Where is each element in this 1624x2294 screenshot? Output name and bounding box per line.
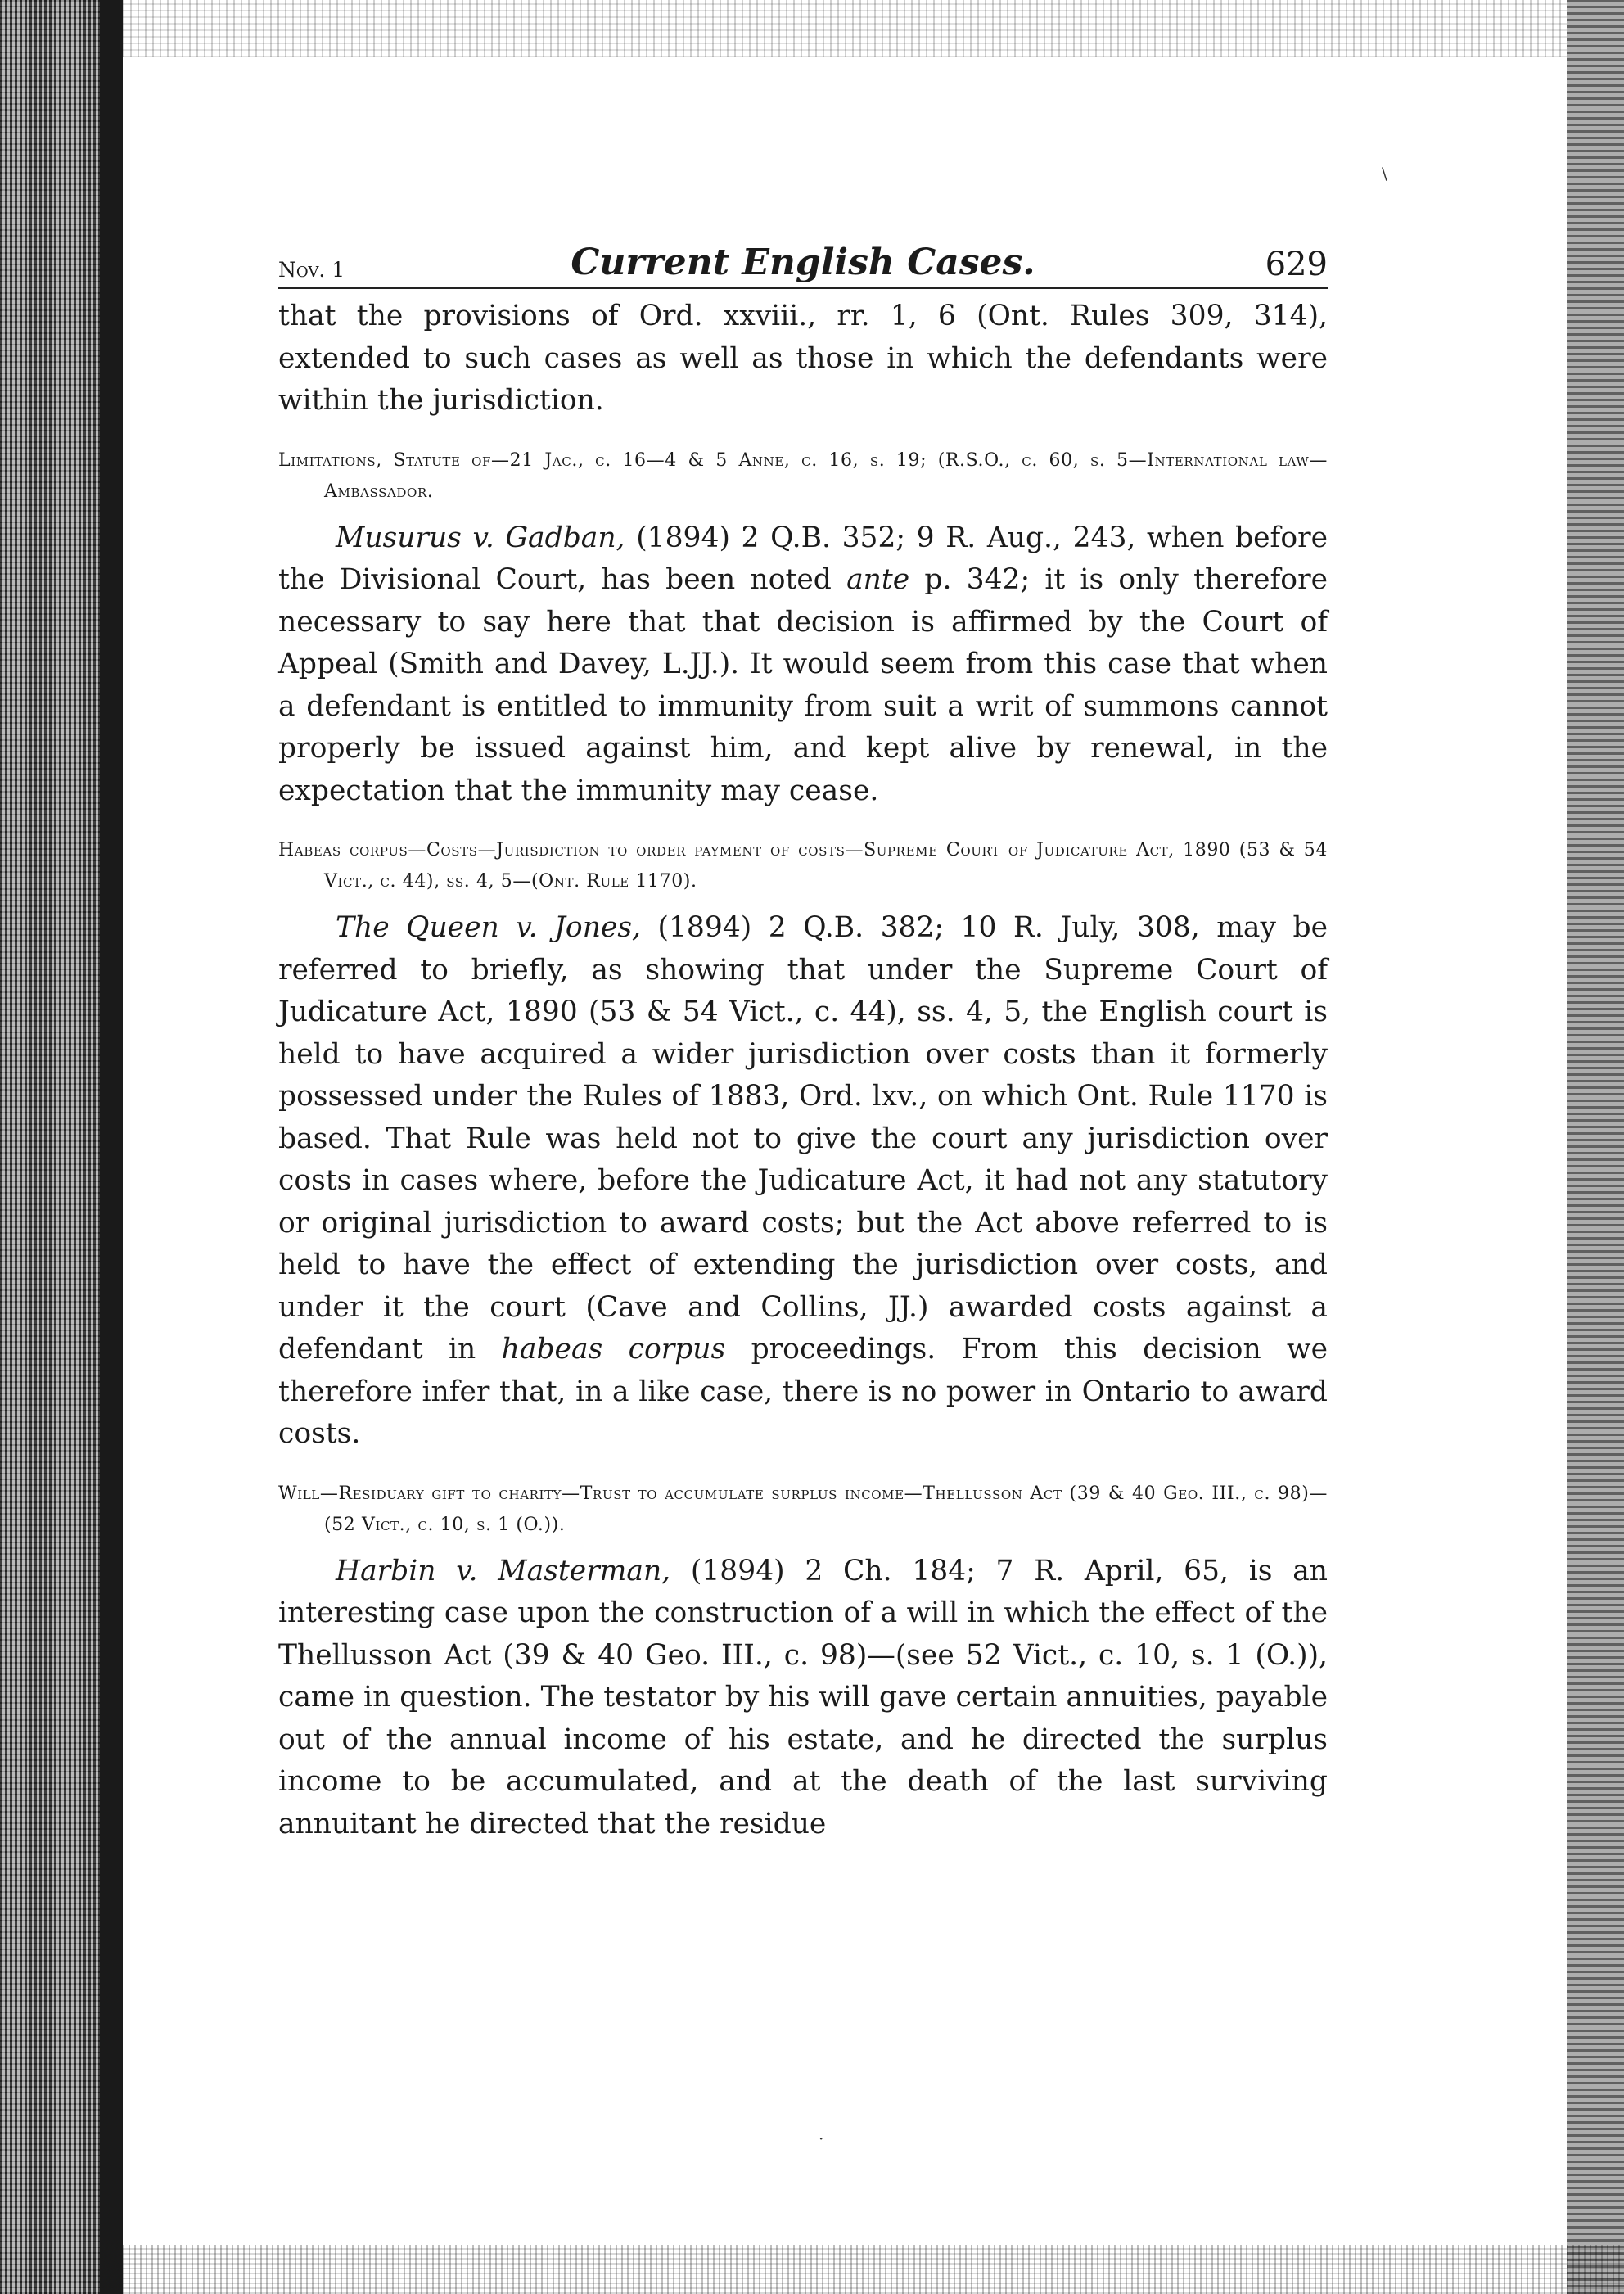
case-name: Musurus v. Gadban, [336,521,625,554]
scan-speck: \ [1382,164,1387,183]
paragraph-text: (1894) 2 Ch. 184; 7 R. April, 65, is an interesting case upon the construction of a will in which the effect of the Thellusson Act (39 & 40 Geo. III., c. 98)—(see 52 Vict., c. 10, s. 1 (O.)), came in question. The testator by his will gave certain annuities, payable out of the annual income of his estate, and he directed the surplus income to be accumulated, and at the death of the last surviving annuitant he directed that the residue [278,1554,1329,1840]
running-head [278,231,1328,289]
section-headnote-limitations: Limitations, Statute of—21 Jac., c. 16—4 & 5 Anne, c. 16, s. 19; (R.S.O., c. 60, s. 5—International law—Ambassador. [278,449,1328,502]
opening-paragraph: that the provisions of Ord. xxviii., rr. 1, 6 (Ont. Rules 309, 314), extended to such cases as well as those in which the defendants were within the jurisdiction. [278,300,1328,417]
scan-edge-bottom [123,2245,1624,2294]
paragraph-text: (1894) 2 Q.B. 382; 10 R. July, 308, may be referred to briefly, as showing that under the Supreme Court of Judicature Act, 1890 (53 & 54 Vict., c. 44), ss. 4, 5, the English court is held to have acquired a wider jurisdiction over costs than it formerly possessed under the Rules of 1883, Ord. lxv., on which Ont. Rule 1170 is based. That Rule was held not to give the court any jurisdiction over costs in cases where, before the Judicature Act, it had not any statutory or original jurisdiction to award costs; but the Act above referred to is held to have the effect of extending the jurisdiction over costs, and under it the court (Cave and Collins, JJ.) awarded costs against a defendant in [278,911,1328,1366]
paragraph-text: (1894) 2 Q.B. 352; 9 R. Aug., 243, when before the Divisional Court, has been noted [278,521,1329,596]
scan-speck: · [819,2129,824,2148]
section-headnote-habeas-corpus: Habeas corpus—Costs—Jurisdiction to order payment of costs—Supreme Court of Judicature Act, 1890 (53 & 54 Vict., c. 44), ss. 4, 5—(Ont. Rule 1170). [278,840,1328,892]
running-head-title: Current English Cases. [571,242,1035,283]
scan-edge-top [123,0,1624,57]
scan-edge-right [1567,0,1624,2294]
case-name: Harbin v. Masterman, [336,1554,671,1587]
document-page [278,231,1328,1845]
case-name: The Queen v. Jones, [336,911,642,944]
running-head-date: Nov. 1 [278,258,345,282]
scan-edge-left [0,0,123,2294]
italic-term: ante [846,563,910,596]
italic-term: habeas corpus [501,1333,726,1366]
section-paragraph-queen-v-jones [278,907,1328,1456]
section-paragraph-harbin [278,1551,1328,1846]
section-headnote-will: Will—Residuary gift to charity—Trust to accumulate surplus income—Thellusson Act (39 & 40 Geo. III., c. 98)—(52 Vict., c. 10, s. 1 (O.)). [278,1483,1328,1535]
paragraph-text: proceedings. From this decision we therefore infer that, in a like case, there is no power in Ontario to award costs. [278,1333,1329,1450]
section-paragraph-musurus [278,517,1328,813]
page-number: 629 [1265,246,1328,283]
paragraph-text: p. 342; it is only therefore necessary to say here that that decision is affirmed by the Court of Appeal (Smith and Davey, L.JJ.). It would seem from this case that when a defendant is entitled to immunity from suit a writ of summons cannot properly be issued against him, and kept alive by renewal, in the expectation that the immunity may cease. [278,563,1328,807]
